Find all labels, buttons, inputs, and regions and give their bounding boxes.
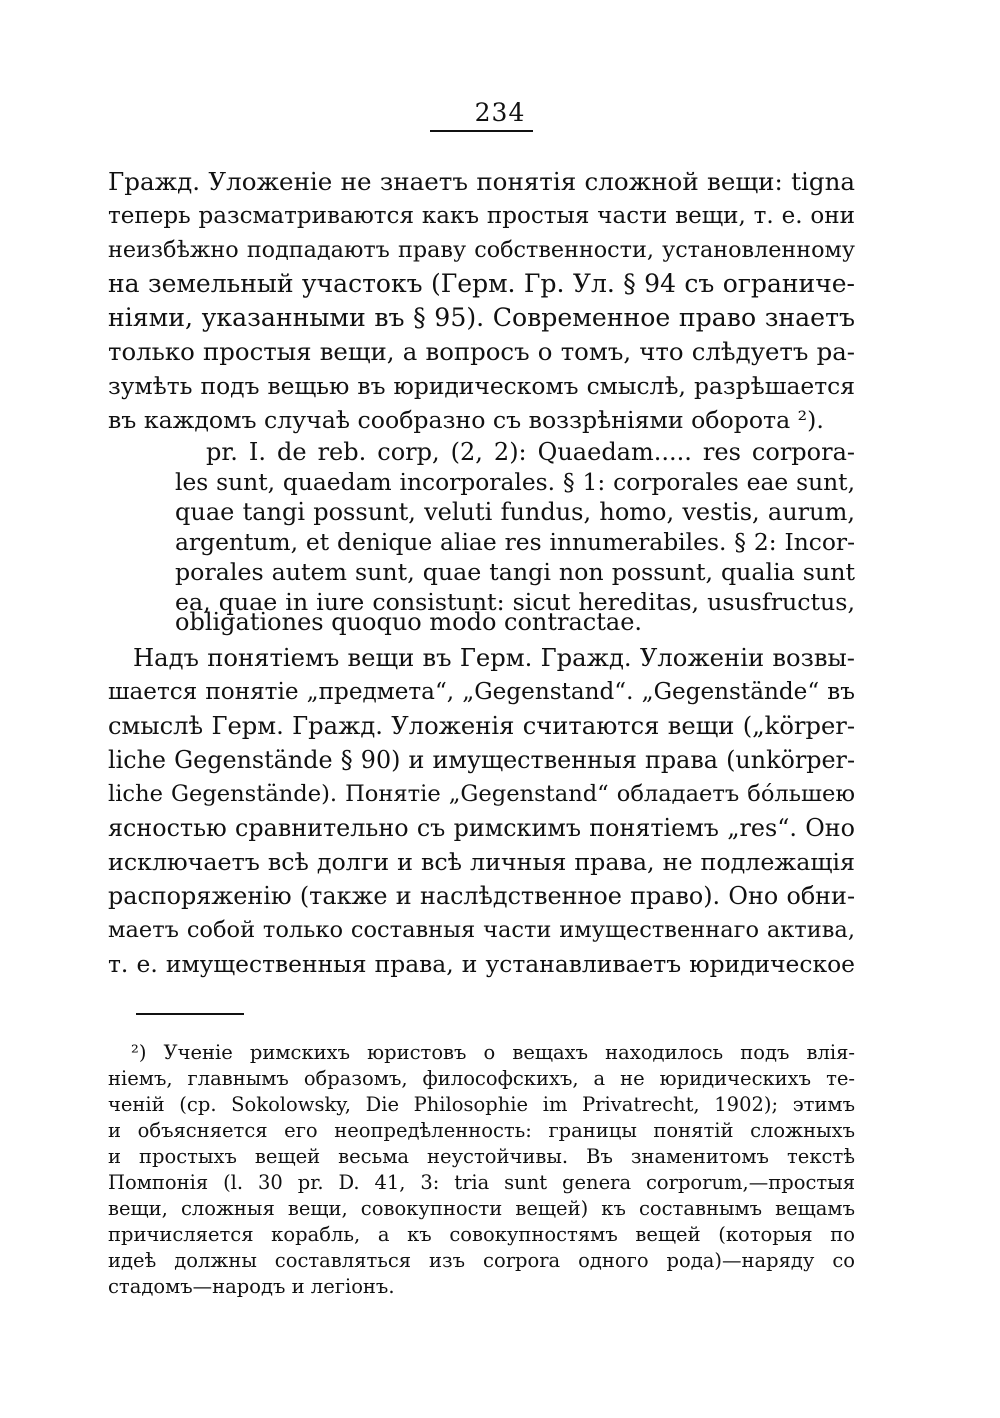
text-line: porales autem sunt, quae tangi non possunt, qualia sunt: [175, 558, 855, 586]
text-line: ніемъ, главнымъ образомъ, философскихъ, а не юридическихъ те-: [108, 1067, 855, 1090]
text-line: argentum, et denique aliae res innumerabiles. § 2: Incor-: [175, 528, 855, 556]
text-line: quae tangi possunt, veluti fundus, homo, vestis, aurum,: [175, 498, 855, 526]
text-line: и простыхъ вещей весьма неустойчивы. Въ знаменитомъ текстѣ: [108, 1145, 855, 1168]
text-line: Гражд. Уложеніе не знаетъ понятія сложной вещи: tigna: [108, 167, 855, 196]
text-line: шается понятіе „предмета“, „Gegenstand“. „Gegenstände“ въ: [108, 679, 855, 705]
text-line: неизбѣжно подпадаютъ праву собственности, установленному: [108, 237, 855, 263]
text-line: Надъ понятіемъ вещи въ Герм. Гражд. Уложеніи возвы-: [133, 643, 855, 672]
page-number: 234: [474, 98, 526, 127]
text-line: liche Gegenstände). Понятіе „Gegenstand“ обладаетъ бóльшею: [108, 781, 855, 807]
text-line: въ каждомъ случаѣ сообразно съ воззрѣніями оборота ²).: [108, 406, 824, 434]
text-line: исключаетъ всѣ долги и всѣ личныя права, не подлежащія: [108, 848, 855, 876]
text-line: les sunt, quaedam incorporales. § 1: corporales eae sunt,: [175, 468, 855, 496]
text-line: идеѣ должны составляться изъ corpora одного рода)—наряду со: [108, 1249, 855, 1272]
text-line: теперь разсматриваются какъ простыя части вещи, т. е. они: [108, 203, 855, 229]
text-line: Помпонія (l. 30 pr. D. 41, 3: tria sunt genera corporum,—простыя: [108, 1171, 855, 1194]
text-line: ніями, указанными въ § 95). Современное право знаетъ: [108, 303, 855, 332]
text-line: liche Gegenstände § 90) и имущественныя права (unkörper-: [108, 746, 855, 774]
text-line: на земельный участокъ (Герм. Гр. Ул. § 94 съ ограниче-: [108, 269, 855, 298]
text-line: маетъ собой только составныя части имущественнаго актива,: [108, 917, 855, 943]
text-line: ясностью сравнительно съ римскимъ понятіемъ „res“. Оно: [108, 814, 855, 842]
text-line: только простыя вещи, а вопросъ о томъ, что слѣдуетъ ра-: [108, 337, 855, 366]
text-line: obligationes quoquo modo contractae.: [175, 608, 643, 636]
text-line: вещи, сложныя вещи, совокупности вещей) къ составнымъ вещамъ: [108, 1197, 855, 1220]
text-line: ea, quae in iure consistunt: sicut hereditas, ususfructus,: [175, 588, 855, 616]
text-line: и объясняется его неопредѣленность: границы понятій сложныхъ: [108, 1119, 855, 1142]
text-line: распоряженію (также и наслѣдственное право). Оно обни-: [108, 882, 855, 910]
text-line: ченій (ср. Sokolowsky, Die Philosophie im Privatrecht, 1902); этимъ: [108, 1093, 855, 1116]
text-line: ²) Ученіе римскихъ юристовъ о вещахъ находилось подъ влія-: [131, 1041, 855, 1064]
text-line: причисляется корабль, а къ совокупностямъ вещей (которыя по: [108, 1223, 855, 1246]
footnote-separator: [136, 1013, 244, 1015]
page-number-underline: [430, 130, 533, 132]
text-line: зумѣть подъ вещью въ юридическомъ смыслѣ, разрѣшается: [108, 372, 855, 400]
text-line: pr. I. de reb. corp, (2, 2): Quaedam..... res corpora-: [206, 438, 855, 466]
text-line: смыслѣ Герм. Гражд. Уложенія считаются вещи („körper-: [108, 712, 855, 740]
text-line: т. е. имущественныя права, и устанавливаетъ юридическое: [108, 950, 855, 978]
text-line: стадомъ—народъ и легіонъ.: [108, 1275, 395, 1298]
